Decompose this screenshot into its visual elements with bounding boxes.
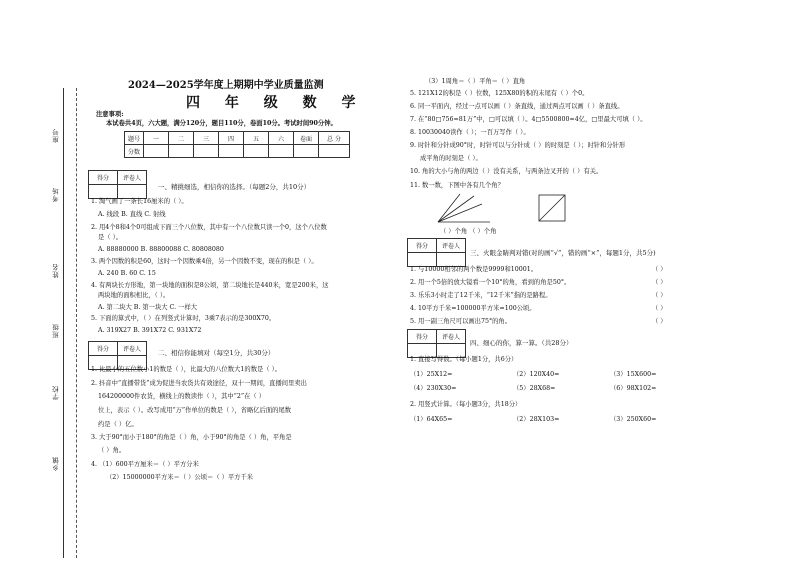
grader-box xyxy=(407,238,466,267)
side-label-town: 乡镇 xyxy=(52,456,60,471)
angle-figure-square xyxy=(536,192,570,226)
score-header-cell: 三 xyxy=(194,132,219,145)
q2-6: 6. 同一平面内，经过一点可以画（ ）条直线，通过两点可以画（ ）条直线。 xyxy=(410,103,624,110)
score-table xyxy=(124,131,350,158)
exam-title: 2024—2025学年度上期期中学业质量监测 xyxy=(128,80,324,91)
side-label-name: 姓名 xyxy=(52,263,60,278)
q1-1: 1. 淘气画了一条长16厘米的（ ）。 xyxy=(91,198,188,205)
notice-text: 本试卷共4页，六大题，满分120分，题目110分，卷面10分。考试时间90分钟。 xyxy=(106,120,337,127)
grader-score-label: 得分 xyxy=(89,171,118,185)
score-cell[interactable] xyxy=(294,145,319,158)
calc-2-1: （1）64X65= xyxy=(410,416,453,423)
q2-9: 9. 时针和分针成90°时，时针可以与分针成（ ）的时刻是（ ）；时针和分针形 xyxy=(410,142,626,149)
q2-2-cont3: 约是（ ）亿。 xyxy=(98,421,138,428)
judge-5: 5. 用一副三角尺可以画出75°的角。 xyxy=(410,318,512,325)
grader-cell[interactable] xyxy=(437,253,466,267)
margin-dash-line xyxy=(76,88,77,558)
score-cell[interactable] xyxy=(194,145,219,158)
grader-score-label: 得分 xyxy=(408,330,437,344)
q2-4-1: 4. （1）600平方厘米＝（ ）平方分米 xyxy=(91,461,199,468)
q2-2-cont2: 位上，表示（ ）。改写成用“万”作单位的数是（ ），省略亿后面的尾数 xyxy=(98,407,292,414)
q1-4-cont: 两块地的面积相比，（ ）。 xyxy=(98,292,170,299)
q2-7: 7. 在“80□756≈81万”中，□可以填（ ）。4□5500800≈4亿，□里最大可填（ ）。 xyxy=(410,116,647,123)
q2-8: 8. 10030040读作（ ）；一百万写作（ ）。 xyxy=(410,129,530,136)
judge-4-bracket[interactable]: （ ） xyxy=(652,305,667,312)
calc-1-6: （6）98X102≈ xyxy=(610,385,657,392)
side-label-room: 考场 xyxy=(52,187,60,202)
grader-label: 评卷人 xyxy=(437,239,466,253)
q2-11: 11. 数一数，下图中各有几个角？ xyxy=(410,182,504,189)
q2-3-cont: （ ）角。 xyxy=(98,447,126,454)
judge-2-bracket[interactable]: （ ） xyxy=(652,279,667,286)
q2-4-2: （2）15000000平方米＝（ ）公顷＝（ ）平方千米 xyxy=(106,474,254,481)
judge-1-bracket[interactable]: （ ） xyxy=(652,266,667,273)
score-header-cell: 二 xyxy=(169,132,194,145)
judge-5-bracket[interactable]: （ ） xyxy=(652,318,667,325)
side-label-class: 班级 xyxy=(52,323,60,338)
score-cell[interactable] xyxy=(219,145,244,158)
notice-title: 注意事项: xyxy=(96,111,124,118)
grader-label: 评卷人 xyxy=(437,330,466,344)
q1-2-options: A. 88880000 B. 88800088 C. 80808080 xyxy=(98,246,224,253)
q2-3: 3. 大于90°而小于180°的角是（ ）角，小于90°的角是（ ）角，平角是 xyxy=(91,434,292,441)
score-header-cell: 一 xyxy=(144,132,169,145)
q2-1: 1. 比最小的五位数小1的数是（ ），比最大的八位数大1的数是（ ）。 xyxy=(91,366,282,373)
judge-1: 1. 与10000相邻的两个数是9999和10001。 xyxy=(410,266,538,273)
judge-4: 4. 10平方千米=100000平方米=100公顷。 xyxy=(410,305,536,312)
q2-2: 2. 抖音中“直播带货”成为促进当农货共有效途径，双十一期间，直播间里卖出 xyxy=(91,380,307,387)
margin-line xyxy=(63,88,64,558)
judge-2: 2. 用一个5倍的放大镜看一个10°的角，看到的角是50°。 xyxy=(410,279,571,286)
grader-label: 评卷人 xyxy=(118,342,147,356)
q2-9-cont: 成平角的时刻是（ ）。 xyxy=(420,155,482,162)
score-header-cell: 六 xyxy=(269,132,294,145)
q1-5: 5. 下面的算式中，（ ）在列竖式计算时，3乘7表示的是300X70。 xyxy=(91,315,276,322)
q1-2: 2. 用4个8和4个0可组成下面三个八位数，其中有一个八位数只读一个0，这个八位数 xyxy=(91,224,327,231)
section-1-heading: 一、精挑细选，相信你的选择。（每题2分，共10分） xyxy=(158,183,311,191)
calc-2-heading: 2. 用竖式计算。（每小题3分，共18分） xyxy=(410,401,522,408)
q1-3-options: A. 240 B. 60 C. 15 xyxy=(98,270,156,277)
section-3-heading: 三、火眼金睛判对错(对的画“√”，错的画“×”，每题1分，共5分) xyxy=(470,249,656,257)
q1-2-cont: 是（ ）。 xyxy=(98,234,123,241)
score-header-cell: 四 xyxy=(219,132,244,145)
calc-1-5: （5）28X68≈ xyxy=(513,385,556,392)
grader-cell[interactable] xyxy=(118,185,147,199)
calc-1-4: （4）230X30= xyxy=(410,385,457,392)
calc-2-3: （3）250X60= xyxy=(610,416,657,423)
score-cell[interactable] xyxy=(269,145,294,158)
subject-title: 四 年 级 数 学 xyxy=(186,95,366,111)
score-cell[interactable] xyxy=(244,145,269,158)
score-cell[interactable] xyxy=(144,145,169,158)
q1-4: 4. 有两块长方形地，第一块地的面积是8公顷，第二块地长是440米，宽是200米，这 xyxy=(91,282,329,289)
score-header-cell: 总 分 xyxy=(319,132,350,145)
judge-3: 3. 乐乐3小时走了12千米，“12千米”指的是路程。 xyxy=(410,292,552,299)
grader-label: 评卷人 xyxy=(118,171,147,185)
q1-5-options: A. 319X27 B. 391X72 C. 931X72 xyxy=(98,327,202,334)
score-header-cell: 卷面 xyxy=(294,132,319,145)
calc-1-2: （2）120X40= xyxy=(513,371,560,378)
q2-11-answers: （ ）个角 （ ）个角 xyxy=(440,228,497,235)
grader-score-cell[interactable] xyxy=(89,185,118,199)
section-2-heading: 二、相信你能填对（每空1分，共30分） xyxy=(158,349,275,357)
angle-figure-rays xyxy=(434,192,494,228)
grader-score-cell[interactable] xyxy=(408,253,437,267)
q2-5: 5. 121X12的积是（ ）位数，125X80的积的末尾有（ ）个0。 xyxy=(410,90,589,97)
score-header-cell: 五 xyxy=(244,132,269,145)
grader-box xyxy=(407,329,466,358)
section-4-heading: 四、细心的你，算一算。（共28分） xyxy=(470,339,573,347)
score-header-cell: 题号 xyxy=(125,132,144,145)
score-row-label: 分数 xyxy=(125,145,144,158)
side-label-seat: 座号 xyxy=(52,128,60,143)
q2-10: 10. 角的大小与角的两边（ ）没有关系，与两条边叉开的（ ）有关。 xyxy=(410,168,603,175)
q1-4-options: A. 第二块大 B. 第一块大 C. 一样大 xyxy=(98,304,198,311)
calc-2-2: （2）28X103= xyxy=(513,416,560,423)
grader-score-label: 得分 xyxy=(89,342,118,356)
score-cell[interactable] xyxy=(319,145,350,158)
grader-score-label: 得分 xyxy=(408,239,437,253)
judge-3-bracket[interactable]: （ ） xyxy=(652,292,667,299)
q1-1-options: A. 线段 B. 直线 C. 射线 xyxy=(98,211,166,218)
calc-1-1: （1）25X12= xyxy=(410,371,453,378)
q1-3: 3. 两个因数的积是60，这时一个因数乘4倍，另一个因数不变，现在的积是（ ）。 xyxy=(91,258,318,265)
q2-4-3: （3）1周角＝（ ）平角＝（ ）直角 xyxy=(425,78,526,85)
side-label-school: 学校 xyxy=(52,385,60,400)
score-cell[interactable] xyxy=(169,145,194,158)
q2-2-cont: 164200000件农货，横线上的数读作（ ），其中“2”在（ ） xyxy=(98,393,265,400)
calc-1-heading: 1. 直接写得数。（每小题1分，共6分） xyxy=(410,356,518,363)
grader-box xyxy=(88,170,147,199)
calc-1-3: （3）15X600= xyxy=(610,371,657,378)
